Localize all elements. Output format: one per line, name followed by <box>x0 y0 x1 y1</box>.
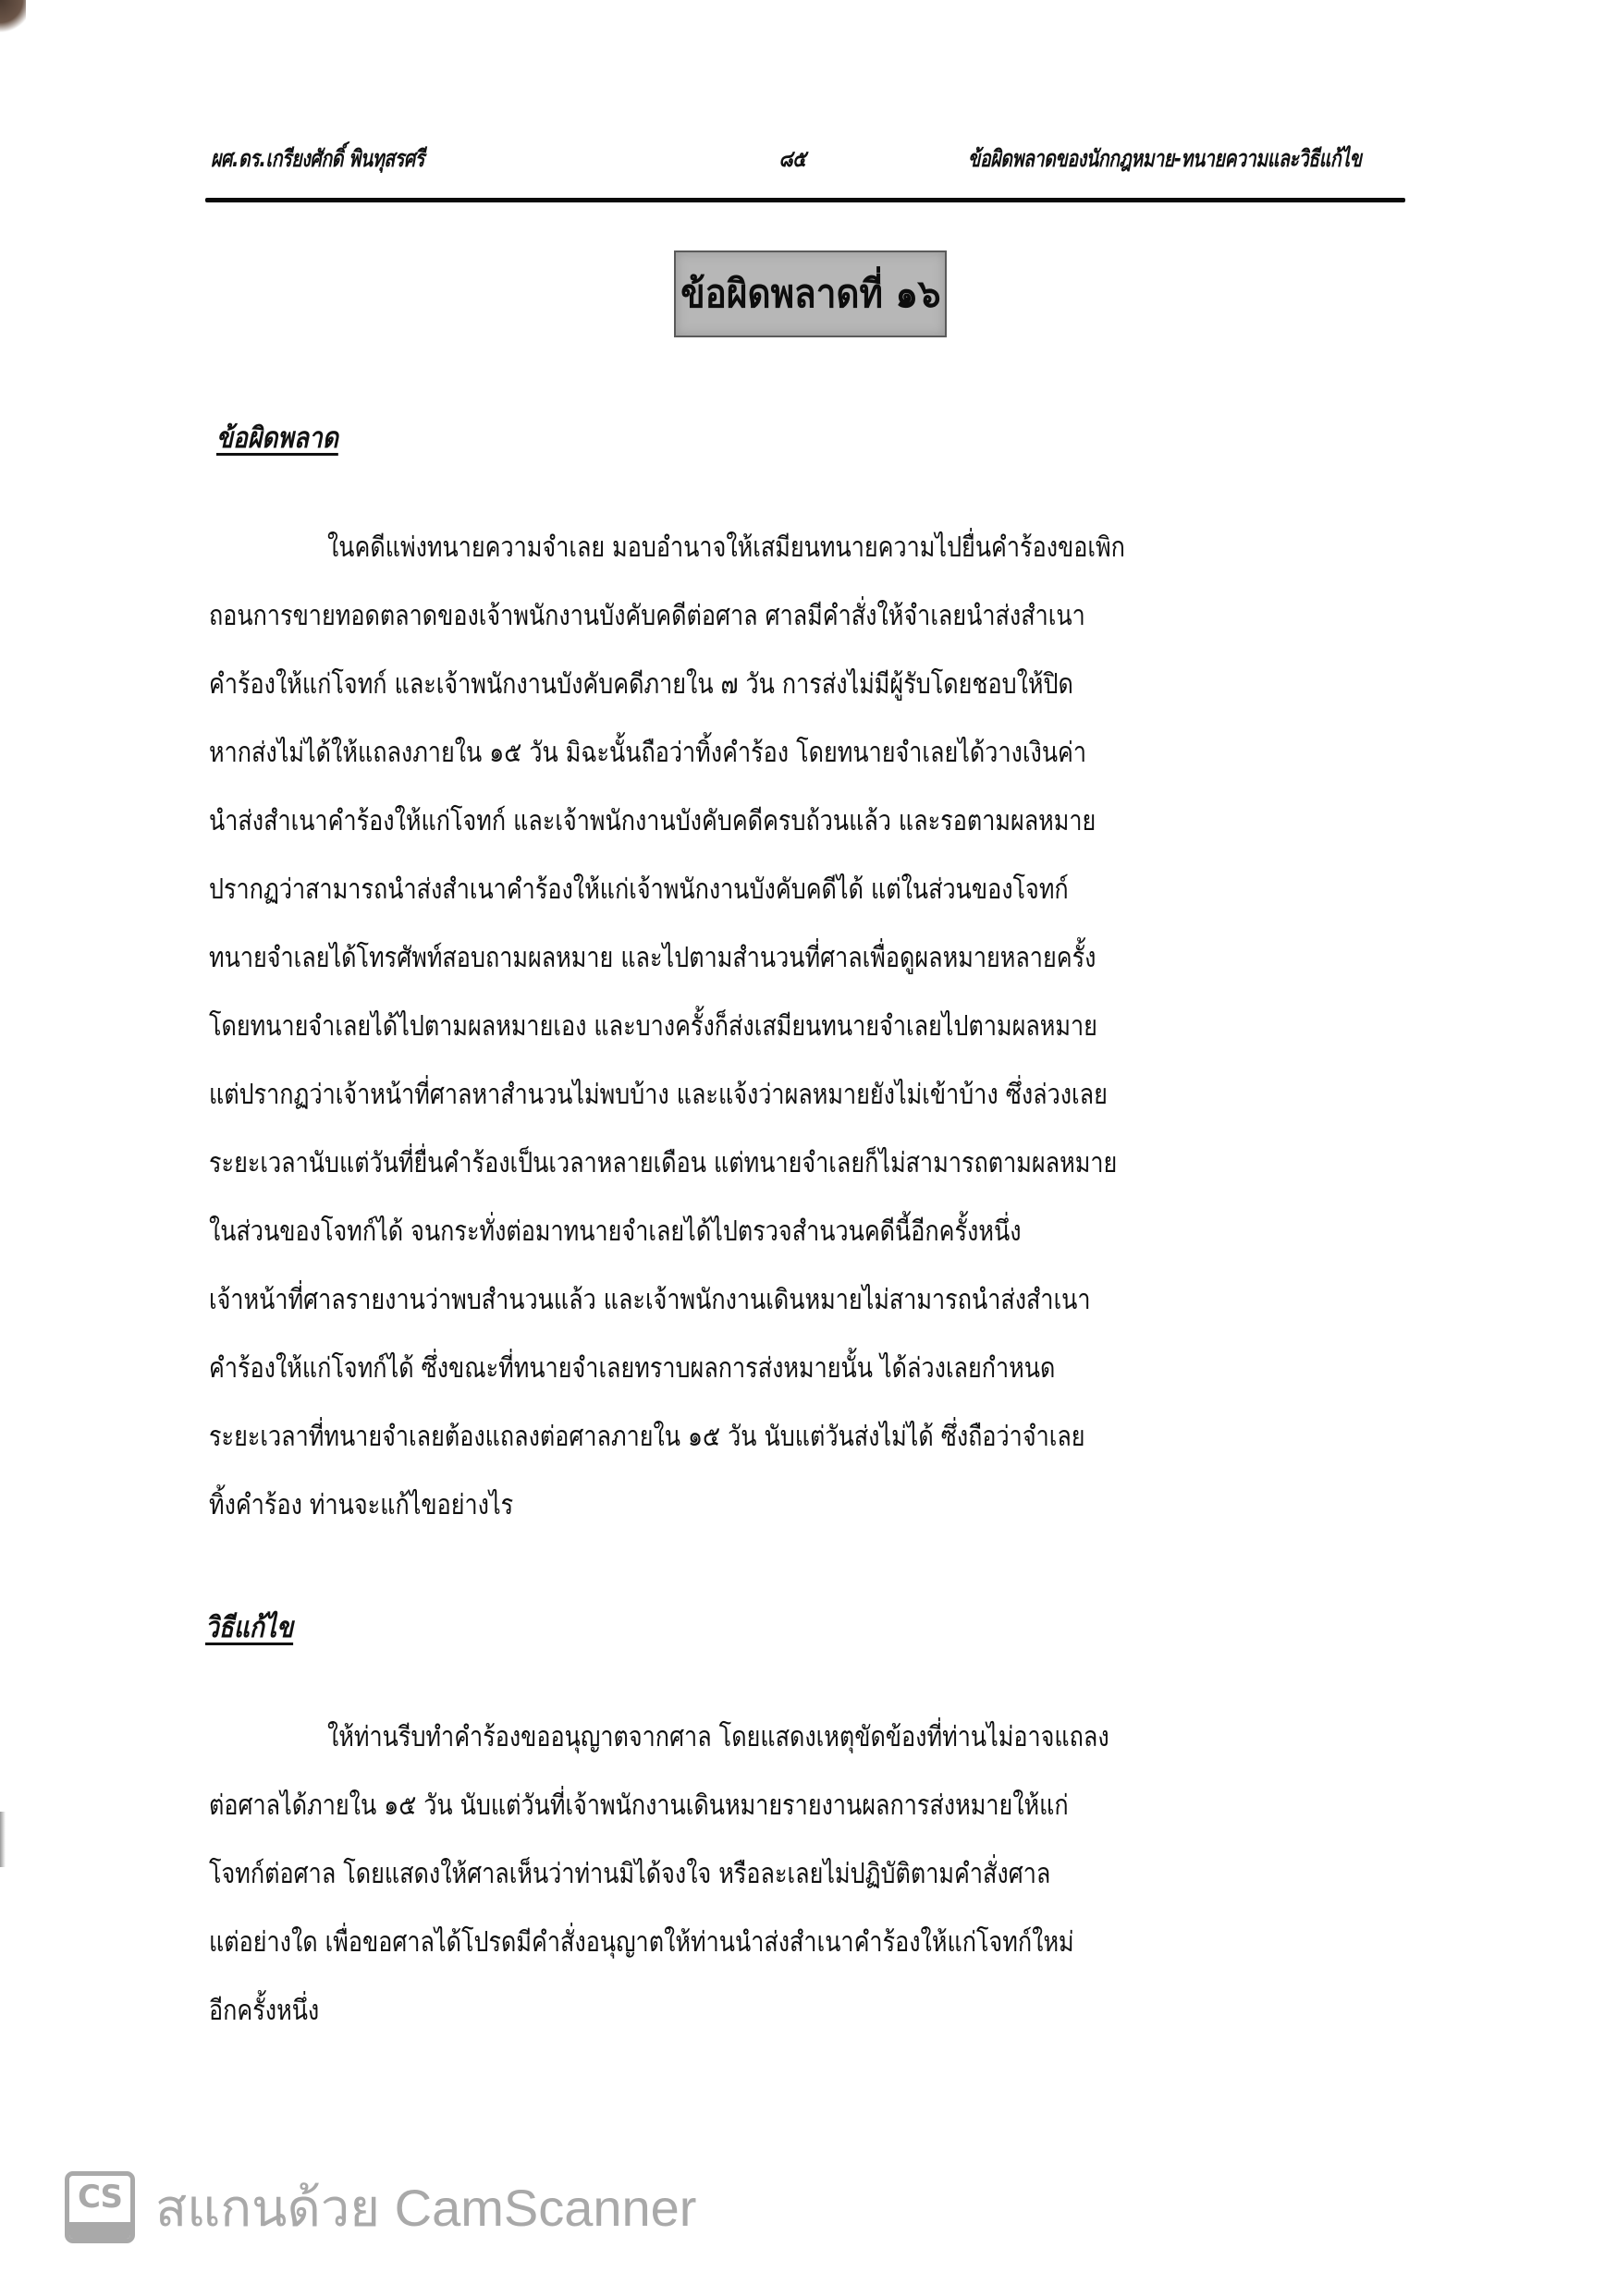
camscanner-logo-icon <box>65 2171 135 2243</box>
problem-heading: ข้อผิดพลาด <box>216 421 338 455</box>
paragraph-line: ระยะเวลานับแต่วันที่ยื่นคำร้องเป็นเวลาหลายเดือน แต่ทนายจำเลยก็ไม่สามารถตามผลหมาย <box>209 1147 1118 1179</box>
paragraph-line: ในคดีแพ่งทนายความจำเลย มอบอำนาจให้เสมียนทนายความไปยื่นคำร้องขอเพิก <box>327 531 1125 564</box>
paragraph-line: ทิ้งคำร้อง ท่านจะแก้ไขอย่างไร <box>209 1489 514 1521</box>
camscanner-logo-bar <box>69 2222 130 2239</box>
chapter-title: ข้อผิดพลาดที่ ๑๖ <box>680 271 941 316</box>
paragraph-line: แต่ปรากฏว่าเจ้าหน้าที่ศาลหาสำนวนไม่พบบ้าง และแจ้งว่าผลหมายยังไม่เข้าบ้าง ซึ่งล่วงเลย <box>209 1079 1108 1111</box>
header-book-title: ข้อผิดพลาดของนักกฎหมาย-ทนายความและวิธีแก้ไข <box>968 145 1362 172</box>
paragraph-line: ในส่วนของโจทก์ได้ จนกระทั่งต่อมาทนายจำเลยได้ไปตรวจสำนวนคดีนี้อีกครั้งหนึ่ง <box>209 1215 1022 1248</box>
camscanner-watermark <box>65 2170 696 2244</box>
paragraph-line: ให้ท่านรีบทำคำร้องขออนุญาตจากศาล โดยแสดงเหตุขัดข้องที่ท่านไม่อาจแถลง <box>327 1721 1109 1753</box>
paragraph-line: ถอนการขายทอดตลาดของเจ้าพนักงานบังคับคดีต่อศาล ศาลมีคำสั่งให้จำเลยนำส่งสำเนา <box>209 600 1085 632</box>
paragraph-line: อีกครั้งหนึ่ง <box>209 1995 320 2027</box>
camscanner-text: สแกนด้วย CamScanner <box>155 2178 697 2237</box>
solution-heading: วิธีแก้ไข <box>205 1611 294 1644</box>
header-rule <box>205 198 1405 202</box>
paragraph-line: ปรากฏว่าสามารถนำส่งสำเนาคำร้องให้แก่เจ้าพนักงานบังคับคดีได้ แต่ในส่วนของโจทก์ <box>209 873 1069 906</box>
paragraph-line: ต่อศาลได้ภายใน ๑๕ วัน นับแต่วันที่เจ้าพนักงานเดินหมายรายงานผลการส่งหมายให้แก่ <box>209 1789 1069 1822</box>
paragraph-line: โดยทนายจำเลยได้ไปตามผลหมายเอง และบางครั้งก็ส่งเสมียนทนายจำเลยไปตามผลหมาย <box>209 1010 1097 1043</box>
camscanner-logo-text: CS <box>77 2179 123 2216</box>
paragraph-line: ระยะเวลาที่ทนายจำเลยต้องแถลงต่อศาลภายใน ๑๕ วัน นับแต่วันส่งไม่ได้ ซึ่งถือว่าจำเลย <box>209 1421 1085 1453</box>
page-edge-shadow <box>0 1812 6 1867</box>
chapter-title-box <box>674 250 947 337</box>
paragraph-line: เจ้าหน้าที่ศาลรายงานว่าพบสำนวนแล้ว และเจ้าพนักงานเดินหมายไม่สามารถนำส่งสำเนา <box>209 1284 1091 1316</box>
paragraph-line: แต่อย่างใด เพื่อขอศาลได้โปรดมีคำสั่งอนุญาตให้ท่านนำส่งสำเนาคำร้องให้แก่โจทก์ใหม่ <box>209 1926 1074 1959</box>
header-page-number: ๘๕ <box>778 145 806 172</box>
paragraph-line: คำร้องให้แก่โจทก์ และเจ้าพนักงานบังคับคดีภายใน ๗ วัน การส่งไม่มีผู้รับโดยชอบให้ปิด <box>209 668 1073 701</box>
paragraph-line: โจทก์ต่อศาล โดยแสดงให้ศาลเห็นว่าท่านมิได้จงใจ หรือละเลยไม่ปฏิบัติตามคำสั่งศาล <box>209 1858 1051 1890</box>
paragraph-line: นำส่งสำเนาคำร้องให้แก่โจทก์ และเจ้าพนักงานบังคับคดีครบถ้วนแล้ว และรอตามผลหมาย <box>209 805 1097 837</box>
paragraph-line: คำร้องให้แก่โจทก์ได้ ซึ่งขณะที่ทนายจำเลยทราบผลการส่งหมายนั้น ได้ล่วงเลยกำหนด <box>209 1352 1056 1385</box>
page-corner-shadow <box>0 0 26 37</box>
paragraph-line: ทนายจำเลยได้โทรศัพท์สอบถามผลหมาย และไปตามสำนวนที่ศาลเพื่อดูผลหมายหลายครั้ง <box>209 942 1097 974</box>
paragraph-line: หากส่งไม่ได้ให้แถลงภายใน ๑๕ วัน มิฉะนั้นถือว่าทิ้งคำร้อง โดยทนายจำเลยได้วางเงินค่า <box>209 737 1087 769</box>
header-author: ผศ.ดร.เกรียงศักดิ์ พินทุสรศรี <box>211 145 424 172</box>
running-header <box>211 140 1362 177</box>
